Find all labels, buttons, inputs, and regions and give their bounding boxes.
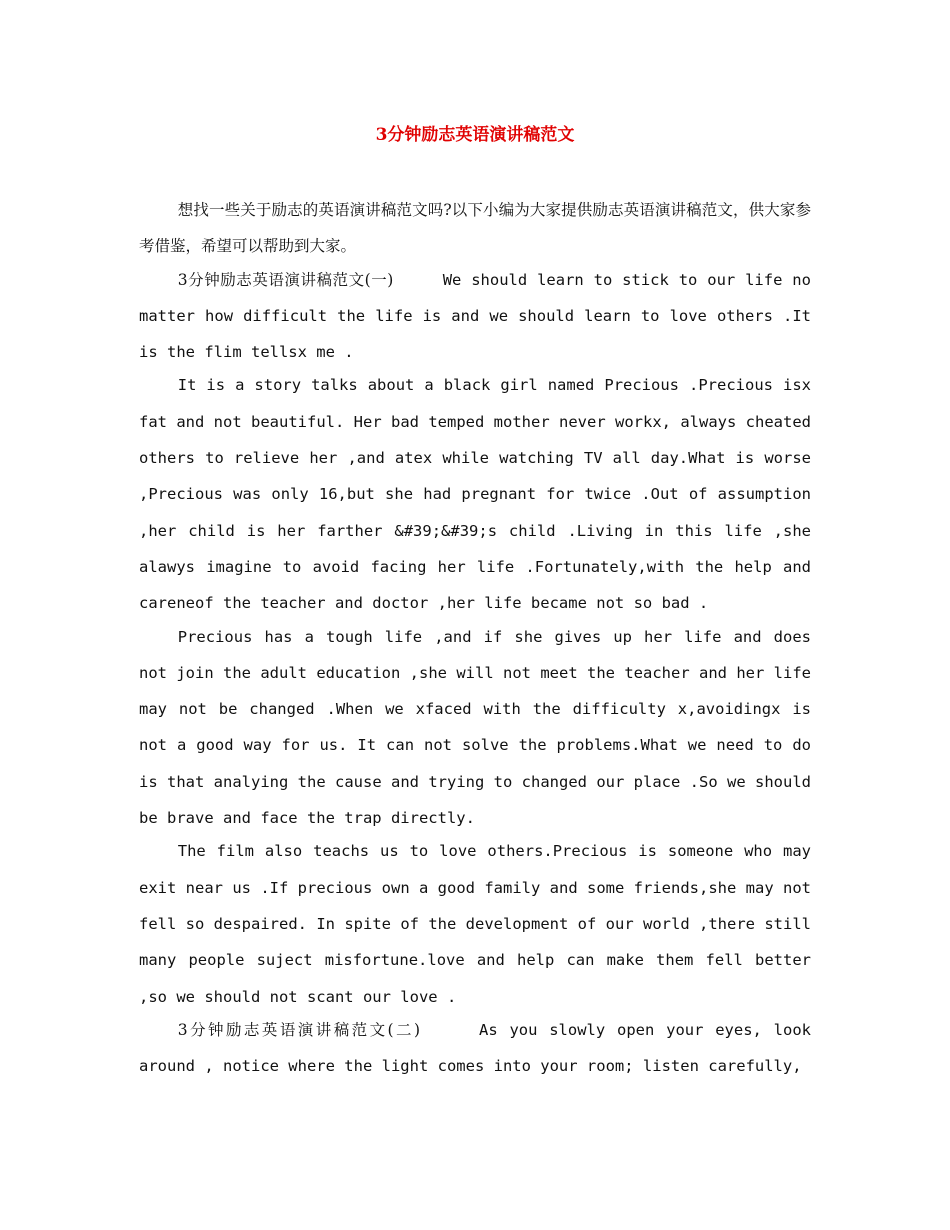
- document-body: [139, 192, 811, 1084]
- paragraph-3: Precious has a tough life ,and if she gives up her life and does not join the adult education ,she will not meet the teacher and her life may not be changed .When we xfaced with the difficulty x,avoidingx is not a good way for us. It can not solve the problems.What we need to do is that analying the cause and trying to changed our place .So we should be brave and face the trap directly.: [139, 627, 811, 828]
- section-2-paragraph: [139, 1012, 811, 1085]
- section-2-heading: 3分钟励志英语演讲稿范文(二): [177, 1020, 421, 1039]
- section-1-heading: 3分钟励志英语演讲稿范文(一): [177, 270, 394, 289]
- section-1-paragraph: [139, 262, 811, 371]
- paragraph-4: The film also teachs us to love others.Precious is someone who may exit near us .If precious own a good family and some friends,she may not fell so despaired. In spite of the development of our world ,there still many people suject misfortune.love and help can make them fell better ,so we should not scant our love .: [139, 842, 811, 1006]
- document-title: 3分钟励志英语演讲稿范文: [375, 125, 575, 145]
- paragraph-2: It is a story talks about a black girl named Precious .Precious isx fat and not beautiful. Her bad temped mother never workx, always cheated others to relieve her ,and atex while watching TV all day.What is worse ,Precious was only 16,but she had pregnant for twice .Out of assumption ,her child is her farther &#39;&#39;s child .Living in this life ,she alawys imagine to avoid facing her life .Fortunately,with the help and careneof the teacher and doctor ,her life became not so bad .: [139, 376, 811, 613]
- intro-paragraph: 想找一些关于励志的英语演讲稿范文吗?以下小编为大家提供励志英语演讲稿范文，供大家参考借鉴，希望可以帮助到大家。: [139, 201, 811, 256]
- section-1-opening: We should learn to stick to our life no matter how difficult the life is and we should learn to love others .It is the flim tellsx me .: [139, 270, 811, 362]
- section-2-opening: As you slowly open your eyes, look around , notice where the light comes into your room; listen carefully,: [139, 1020, 811, 1076]
